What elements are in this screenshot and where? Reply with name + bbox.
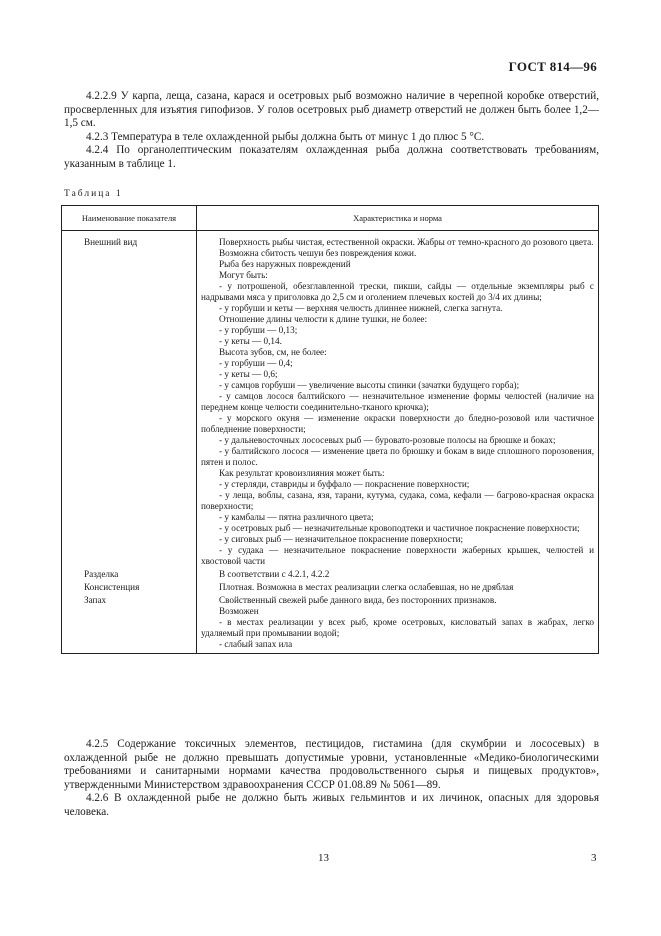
norm-line: - у стерляди, ставриды и буффало — покраснение поверхности; xyxy=(219,479,470,489)
indicator-name: Внешний вид xyxy=(62,231,197,569)
outro-text xyxy=(64,738,599,819)
clause-4-2-5: 4.2.5 Содержание токсичных элементов, пестицидов, гистамина (для скумбрии и лососевых) в охлажденной рыбе не должно превышать допустимые уровни, установленные «Медико-биологическими требованиями и санитарными нормами качества продовольственного сырья и пищевых продуктов», утвержденными Министерством здравоохранения СССР 01.08.89 № 5061—89. xyxy=(64,738,599,791)
intro-text xyxy=(64,90,599,171)
norm-line: Свойственный свежей рыбе данного вида, без посторонних признаков. xyxy=(219,595,497,605)
norm-line: - слабый запах ила xyxy=(219,639,293,649)
document-code: ГОСТ 814—96 xyxy=(508,59,597,74)
norm-line: Возможна сбитость чешуи без повреждения кожи. xyxy=(219,248,417,258)
norm-line: Возможен xyxy=(219,606,259,616)
norm-line: - у горбуши — 0,4; xyxy=(219,358,293,368)
norm-line: - у камбалы — пятна различного цвета; xyxy=(219,512,374,522)
norm-line: - у горбуши — 0,13; xyxy=(219,325,298,335)
norm-line: - у горбуши и кеты — верхняя челюсть длиннее нижней, слегка загнута. xyxy=(219,303,503,313)
norm-line: Рыба без наружных повреждений xyxy=(219,259,351,269)
norm-line: Плотная. Возможна в местах реализации слегка ослабевшая, но не дряблая xyxy=(219,582,514,592)
norm-line: - у кеты — 0,14. xyxy=(219,336,282,346)
indicator-name: Разделка xyxy=(62,568,197,581)
table-row xyxy=(62,594,599,654)
indicator-norm xyxy=(197,231,599,569)
clause-4-2-3: 4.2.3 Температура в теле охлажденной рыбы должна быть от минус 1 до плюс 5 °С. xyxy=(86,130,485,143)
norm-line: - у балтийского лосося — изменение цвета по брюшку и бокам в виде сплошного порозовения, пятен и полос. xyxy=(201,446,594,467)
norm-line: Как результат кровоизлияния может быть: xyxy=(219,468,385,478)
indicator-norm xyxy=(197,594,599,654)
norm-line: - у сиговых рыб — незначительное покраснение поверхности; xyxy=(219,534,464,544)
table-row xyxy=(62,581,599,594)
table-row xyxy=(62,231,599,569)
norm-line: Высота зубов, см, не более: xyxy=(219,347,327,357)
norm-line: В соответствии с 4.2.1, 4.2.2 xyxy=(219,569,330,579)
column-header-norm: Характеристика и норма xyxy=(197,206,599,231)
norm-line: - у самцов лосося балтийского — незначительное изменение формы челюстей (наличие на переднем конце челюсти соединительно-тканого крючка); xyxy=(201,391,594,412)
organoleptic-table xyxy=(61,205,599,654)
norm-line: - у самцов горбуши — увеличение высоты спинки (зачатки будущего горба); xyxy=(219,380,520,390)
page-number-center: 13 xyxy=(318,852,329,864)
norm-line: - у морского окуня — изменение окраски поверхности до бледно-розовой или частичное побледнение поверхности; xyxy=(201,413,594,434)
norm-line: - в местах реализации у всех рыб, кроме осетровых, кисловатый запах в жабрах, легко удаляемый при промывании водой; xyxy=(201,617,594,638)
norm-line: - у судака — незначительное покраснение поверхности жаберных крышек, челюстей и хвостовой части xyxy=(201,545,594,566)
clause-4-2-4: 4.2.4 По органолептическим показателям охлажденная рыба должна соответствовать требованиям, указанным в таблице 1. xyxy=(64,144,599,170)
indicator-norm xyxy=(197,581,599,594)
norm-line: Поверхность рыбы чистая, естественной окраски. Жабры от темно-красного до розового цвета. xyxy=(219,237,594,247)
indicator-name: Консистенция xyxy=(62,581,197,594)
indicator-norm xyxy=(197,568,599,581)
norm-line: - у кеты — 0,6; xyxy=(219,369,278,379)
clause-4-2-6: 4.2.6 В охлажденной рыбе не должно быть живых гельминтов и их личинок, опасных для здоровья человека. xyxy=(64,792,599,818)
norm-line: Могут быть: xyxy=(219,270,268,280)
table-row xyxy=(62,568,599,581)
norm-line: - у потрошеной, обезглавленной трески, пикши, сайды — отдельные экземпляры рыб с надрывами мяса у приголовка до 2,5 см и оголением плечевых костей до 3/4 их длины; xyxy=(201,281,594,302)
column-header-indicator: Наименование показателя xyxy=(62,206,197,231)
norm-line: - у леща, воблы, сазана, язя, тарани, кутума, судака, сома, кефали — багрово-красная окраска поверхности; xyxy=(201,490,594,511)
norm-line: Отношение длины челюсти к длине тушки, не более: xyxy=(219,314,428,324)
norm-line: - у дальневосточных лососевых рыб — буровато-розовые полосы на брюшке и боках; xyxy=(219,435,556,445)
norm-line: - у осетровых рыб — незначительные кровоподтеки и частичное покраснение поверхности; xyxy=(219,523,580,533)
table-body xyxy=(62,231,599,654)
table-caption: Таблица 1 xyxy=(64,189,123,199)
clause-4-2-2-9: 4.2.2.9 У карпа, леща, сазана, карася и осетровых рыб возможно наличие в черепной коробке отверстий, просверленных для изъятия гипофизов. У голов осетровых рыб диаметр отверстий не должен быть более 1,2—1,5 см. xyxy=(64,90,599,129)
page-number-right: 3 xyxy=(591,852,597,864)
indicator-name: Запах xyxy=(62,594,197,654)
